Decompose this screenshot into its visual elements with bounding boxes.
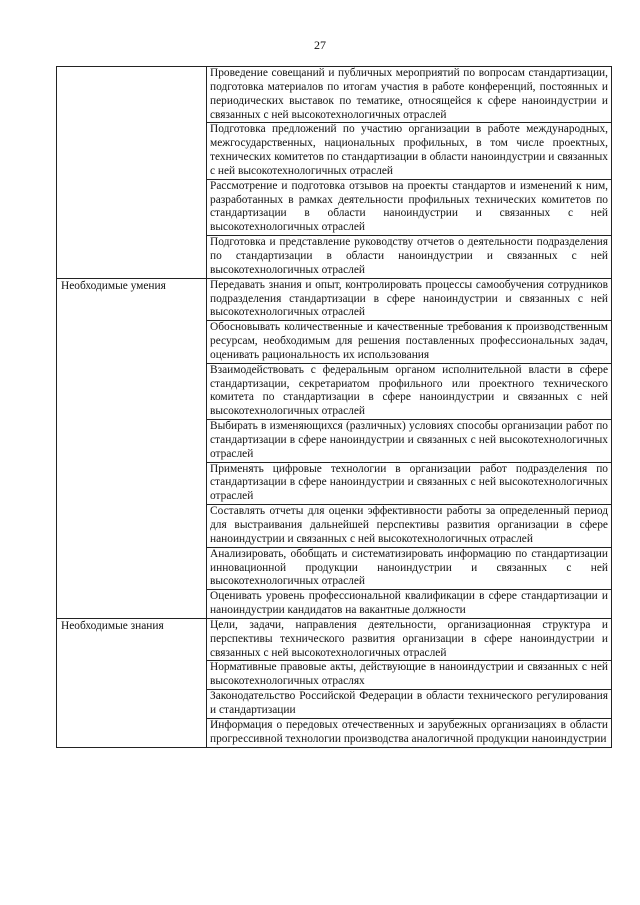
requirement-item: Проведение совещаний и публичных мероприятий по вопросам стандартизации, подготовка материалов по итогам участия в работе конференций, постоянных и периодических выставок по тематике, относящейся к сфере наноиндустрии и связанных с ней высокотехнологичных отраслей <box>207 67 612 123</box>
requirement-item: Подготовка и представление руководству отчетов о деятельности подразделения по стандартизации в области наноиндустрии и связанных с ней высокотехнологичных отраслей <box>207 236 612 279</box>
requirement-item: Оценивать уровень профессиональной квалификации в сфере стандартизации и наноиндустрии кандидатов на вакантные должности <box>207 590 612 619</box>
requirement-item: Рассмотрение и подготовка отзывов на проекты стандартов и изменений к ним, разработанных в рамках деятельности профильных технических комитетов по стандартизации в области наноиндустрии и связанных с ней высокотехнологичных отраслей <box>207 179 612 235</box>
requirement-item: Взаимодействовать с федеральным органом исполнительной власти в сфере стандартизации, секретариатом профильного или проектного технического комитета по стандартизации в сфере наноиндустрии и связанных с ней высокотехнологичных отраслей <box>207 363 612 419</box>
requirement-item: Информация о передовых отечественных и зарубежных организациях в области прогрессивной технологии производства аналогичной продукции наноиндустрии <box>207 718 612 747</box>
table-row <box>57 278 612 321</box>
section-label <box>57 67 207 279</box>
page-number: 27 <box>314 38 326 52</box>
table-row <box>57 618 612 661</box>
requirement-item: Передавать знания и опыт, контролировать процессы самообучения сотрудников подразделения стандартизации в сфере наноиндустрии и связанных с ней высокотехнологичных отраслей <box>207 278 612 321</box>
requirement-item: Подготовка предложений по участию организации в работе международных, межгосударственных, национальных профильных, в том числе проектных, технических комитетов по стандартизации в области наноиндустрии и связанных с ней высокотехнологичных отраслей <box>207 123 612 179</box>
table-row <box>57 67 612 123</box>
requirement-item: Анализировать, обобщать и систематизировать информацию по стандартизации инновационной продукции наноиндустрии и связанных с ней высокотехнологичных отраслей <box>207 547 612 590</box>
requirement-item: Нормативные правовые акты, действующие в наноиндустрии и связанных с ней высокотехнологичных отраслях <box>207 661 612 690</box>
requirement-item: Цели, задачи, направления деятельности, организационная структура и перспективы технического развития организации в сфере наноиндустрии и связанных с ней высокотехнологичных отраслей <box>207 618 612 661</box>
section-label: Необходимые знания <box>57 618 207 747</box>
requirement-item: Составлять отчеты для оценки эффективности работы за определенный период для выстраивания дальнейшей перспективы развития организации в сфере наноиндустрии и связанных с ней высокотехнологичных отраслей <box>207 505 612 548</box>
requirement-item: Применять цифровые технологии в организации работ подразделения по стандартизации в сфере наноиндустрии и связанных с ней высокотехнологичных отраслей <box>207 462 612 505</box>
requirement-item: Выбирать в изменяющихся (различных) условиях способы организации работ по стандартизации в сфере наноиндустрии и связанных с ней высокотехнологичных отраслей <box>207 420 612 463</box>
requirements-table <box>56 66 612 748</box>
requirement-item: Обосновывать количественные и качественные требования к производственным ресурсам, необходимым для решения поставленных профессиональных задач, оценивать рациональность их использования <box>207 321 612 364</box>
section-label: Необходимые умения <box>57 278 207 618</box>
requirement-item: Законодательство Российской Федерации в области технического регулирования и стандартизации <box>207 690 612 719</box>
